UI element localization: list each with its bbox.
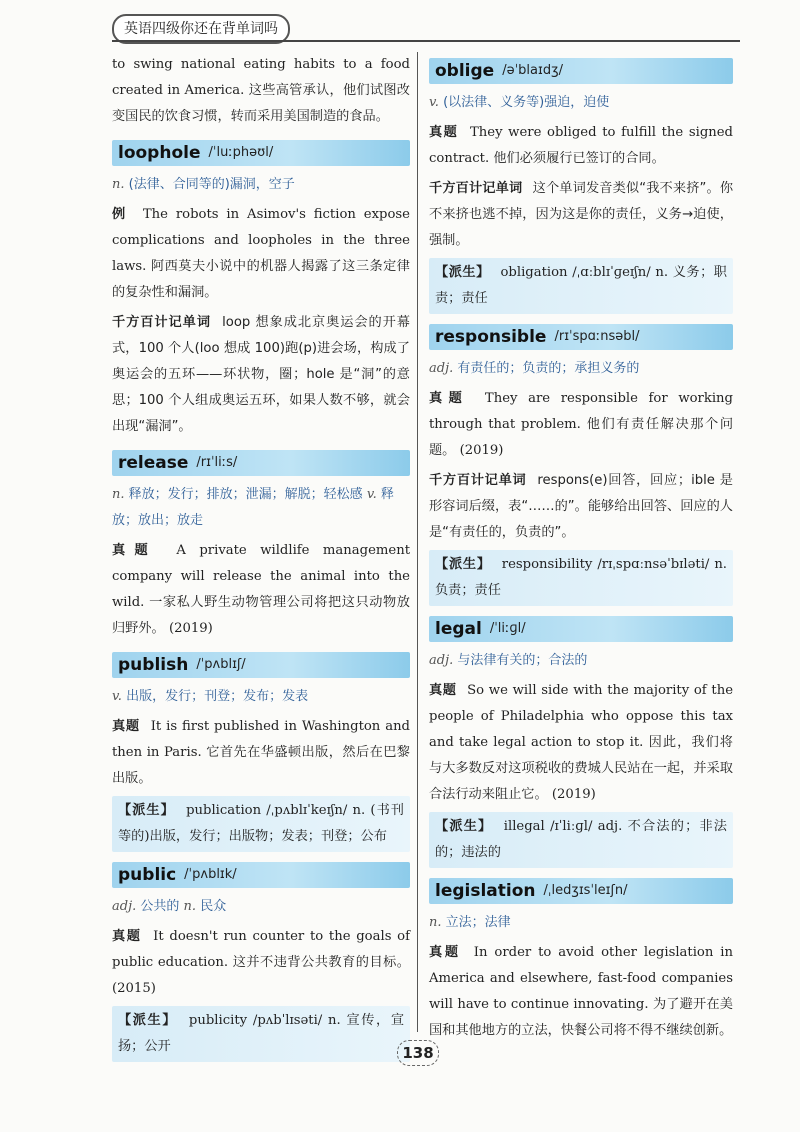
definition-line: n. 立法；法律 xyxy=(429,915,511,930)
headword: oblige xyxy=(435,61,495,81)
entry-head-legal xyxy=(429,616,733,642)
continuation-zh: 这些高管承认，他们试图改变国民的饮食习惯，转而采用美国制造的食品。 xyxy=(112,83,410,124)
phonetic: /rɪˈspɑːnsəbl/ xyxy=(554,329,640,344)
example-sentence: 真题 So we will side with the majority of the people of Philadelphia who oppose this tax and take legal action to stop it. 因此，我们将与大多数反对这项税收的费城人民站在一起，并采取合法行动来阻止它。 (2019) xyxy=(429,683,733,802)
example-sentence: 真题 It doesn't run counter to the goals of public education. 这并不违背公共教育的目标。 (2015) xyxy=(112,929,410,996)
entry-head-legislation xyxy=(429,878,733,904)
entry-head-release xyxy=(112,450,410,476)
derivative-box: 【派生】 obligation /ˌɑːblɪˈɡeɪʃn/ n. 义务；职责；责任 xyxy=(429,258,733,314)
continuation-en: to swing national eating habits to a food created in America. xyxy=(112,57,410,98)
example-sentence: 真题 A private wildlife management company will release the animal into the wild. 一家私人野生动物管理公司将把这只动物放归野外。 (2019) xyxy=(112,543,410,636)
header-rule xyxy=(112,40,740,42)
definition-line: v. (以法律、义务等)强迫，迫使 xyxy=(429,95,610,110)
entry-head-oblige xyxy=(429,58,733,84)
definition-line: n. 释放；发行；排放；泄漏；解脱；轻松感 v. 释放；放出；放走 xyxy=(112,487,394,528)
entry-head-loophole xyxy=(112,140,410,166)
definition-line: v. 出版，发行；刊登；发布；发表 xyxy=(112,689,309,704)
derivative-box: 【派生】 responsibility /rɪˌspɑːnsəˈbɪləti/ n. 负责；责任 xyxy=(429,550,733,606)
headword: release xyxy=(118,453,189,473)
definition-line: adj. 公共的 n. 民众 xyxy=(112,899,227,914)
example-sentence: 真题 In order to avoid other legislation in America and elsewhere, fast-food companies will have to continue innovating. 为了避开在美国和其他地方的立法，快餐公司将不得不继续创新。 xyxy=(429,945,733,1038)
phonetic: /ˌledʒɪsˈleɪʃn/ xyxy=(543,883,628,898)
derivative-box: 【派生】 publicity /pʌbˈlɪsəti/ n. 宣传，宣扬；公开 xyxy=(112,1006,410,1062)
continuation-text xyxy=(112,52,410,130)
entry-head-public xyxy=(112,862,410,888)
headword: legal xyxy=(435,619,482,639)
memory-tip: 千方百计记单词 loop 想象成北京奥运会的开幕式，100 个人(loo 想成 100)跑(p)进会场，构成了奥运会的五环——环状物，圈；hole 是“洞”的意思；100 个人组成奥运五环，如果人数不够，就会出现“漏洞”。 xyxy=(112,315,410,434)
phonetic: /ˈpʌblɪk/ xyxy=(184,867,237,882)
column-divider xyxy=(417,52,418,1032)
memory-tip: 千方百计记单词 respons(e)回答，回应；ible 是形容词后缀，表“……的”。能够给出回答、回应的人是“有责任的，负责的”。 xyxy=(429,473,733,540)
example-sentence: 真题 They were obliged to fulfill the signed contract. 他们必须履行已签订的合同。 xyxy=(429,125,734,166)
entry-head-publish xyxy=(112,652,410,678)
definition-line: n. (法律、合同等的)漏洞，空子 xyxy=(112,177,295,192)
right-column xyxy=(429,52,733,1048)
memory-tip: 千方百计记单词 这个单词发音类似“我不来挤”。你不来挤也逃不掉，因为这是你的责任，义务→迫使，强制。 xyxy=(429,181,734,248)
headword: loophole xyxy=(118,143,201,163)
left-column xyxy=(112,52,410,1068)
example-sentence: 真题 It is first published in Washington and then in Paris. 它首先在华盛顿出版，然后在巴黎出版。 xyxy=(112,719,410,786)
phonetic: /ˈpʌblɪʃ/ xyxy=(196,657,246,672)
headword: public xyxy=(118,865,177,885)
definition-line: adj. 与法律有关的；合法的 xyxy=(429,653,588,668)
example-sentence: 真题 They are responsible for working through that problem. 他们有责任解决那个问题。 (2019) xyxy=(429,391,734,458)
headword: publish xyxy=(118,655,189,675)
book-title-tag: 英语四级你还在背单词吗 xyxy=(112,14,290,44)
headword: legislation xyxy=(435,881,536,901)
headword: responsible xyxy=(435,327,547,347)
definition-line: adj. 有责任的；负责的；承担义务的 xyxy=(429,361,640,376)
example-sentence: 例 The robots in Asimov's fiction expose complications and loopholes in the three laws. 阿西莫夫小说中的机器人揭露了这三条定律的复杂性和漏洞。 xyxy=(112,207,410,300)
derivative-box: 【派生】 publication /ˌpʌblɪˈkeɪʃn/ n. (书刊等的)出版，发行；出版物；发表；刊登；公布 xyxy=(112,796,410,852)
phonetic: /əˈblaɪdʒ/ xyxy=(502,63,563,78)
page-number: 138 xyxy=(397,1040,439,1066)
phonetic: /ˈliːɡl/ xyxy=(489,621,526,636)
phonetic: /ˈluːphəʊl/ xyxy=(208,145,274,160)
derivative-box: 【派生】 illegal /ɪˈliːɡl/ adj. 不合法的；非法的；违法的 xyxy=(429,812,733,868)
phonetic: /rɪˈliːs/ xyxy=(196,455,238,470)
entry-head-responsible xyxy=(429,324,733,350)
